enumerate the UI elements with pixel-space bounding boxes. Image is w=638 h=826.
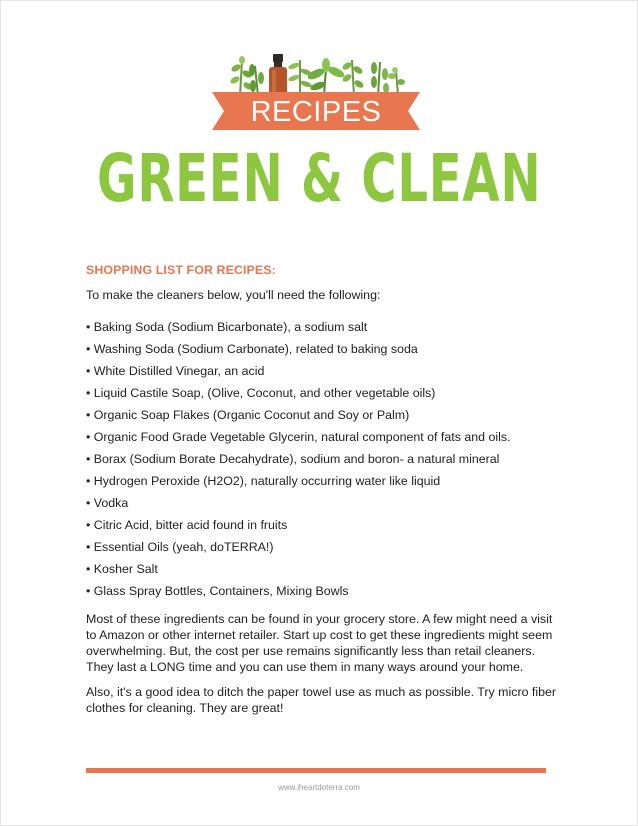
list-item: • Vodka — [86, 496, 129, 510]
herb-sprig-5 — [341, 60, 365, 96]
list-item: • Borax (Sodium Borate Decahydrate), sodium and boron- a natural mineral — [86, 452, 500, 466]
list-item: • Citric Acid, bitter acid found in fruits — [86, 518, 288, 532]
list-item: • Glass Spray Bottles, Containers, Mixing Bowls — [86, 584, 349, 598]
herb-sprig-6 — [371, 62, 389, 96]
intro-text: To make the cleaners below, you'll need the following: — [86, 288, 381, 302]
banner-label: RECIPES — [250, 96, 382, 128]
list-item: • Essential Oils (yeah, doTERRA!) — [86, 540, 274, 554]
herb-sprig-left — [229, 56, 254, 96]
shopping-list — [86, 319, 556, 605]
herbs-oil-bottle-illustration — [228, 54, 406, 96]
list-item: • Washing Soda (Sodium Carbonate), related to baking soda — [86, 342, 418, 356]
footer-url: www.iheartdoterra.com — [278, 783, 360, 792]
essential-oil-bottle-icon — [269, 54, 287, 96]
list-item: • Organic Food Grade Vegetable Glycerin, natural component of fats and oils. — [86, 430, 511, 444]
herb-sprig-4 — [306, 58, 346, 96]
list-item: • Kosher Salt — [86, 562, 158, 576]
list-item: • White Distilled Vinegar, an acid — [86, 364, 265, 378]
list-item: • Hydrogen Peroxide (H2O2), naturally occurring water like liquid — [86, 474, 441, 488]
ingredients-paragraph: Most of these ingredients can be found in your grocery store. A few might need a visit to Amazon or other internet retailer. Start up cost to get these ingredients might seem overwhelming. But, the cost per use remains significantly less than retail cleaners. They last a LONG time and you can use them in many ways around your home. — [86, 612, 553, 674]
section-title: SHOPPING LIST FOR RECIPES: — [86, 263, 276, 277]
footer-divider-bar — [86, 768, 546, 773]
shopping-list-section — [86, 262, 556, 725]
page-headline: GREEN & CLEAN — [97, 140, 542, 217]
list-item: • Liquid Castile Soap, (Olive, Coconut, and other vegetable oils) — [86, 386, 436, 400]
list-item: • Organic Soap Flakes (Organic Coconut and Soy or Palm) — [86, 408, 410, 422]
paper-towel-paragraph: Also, it's a good idea to ditch the paper towel use as much as possible. Try micro fiber clothes for cleaning. They are great! — [86, 685, 557, 715]
list-item: • Baking Soda (Sodium Bicarbonate), a sodium salt — [86, 320, 368, 334]
